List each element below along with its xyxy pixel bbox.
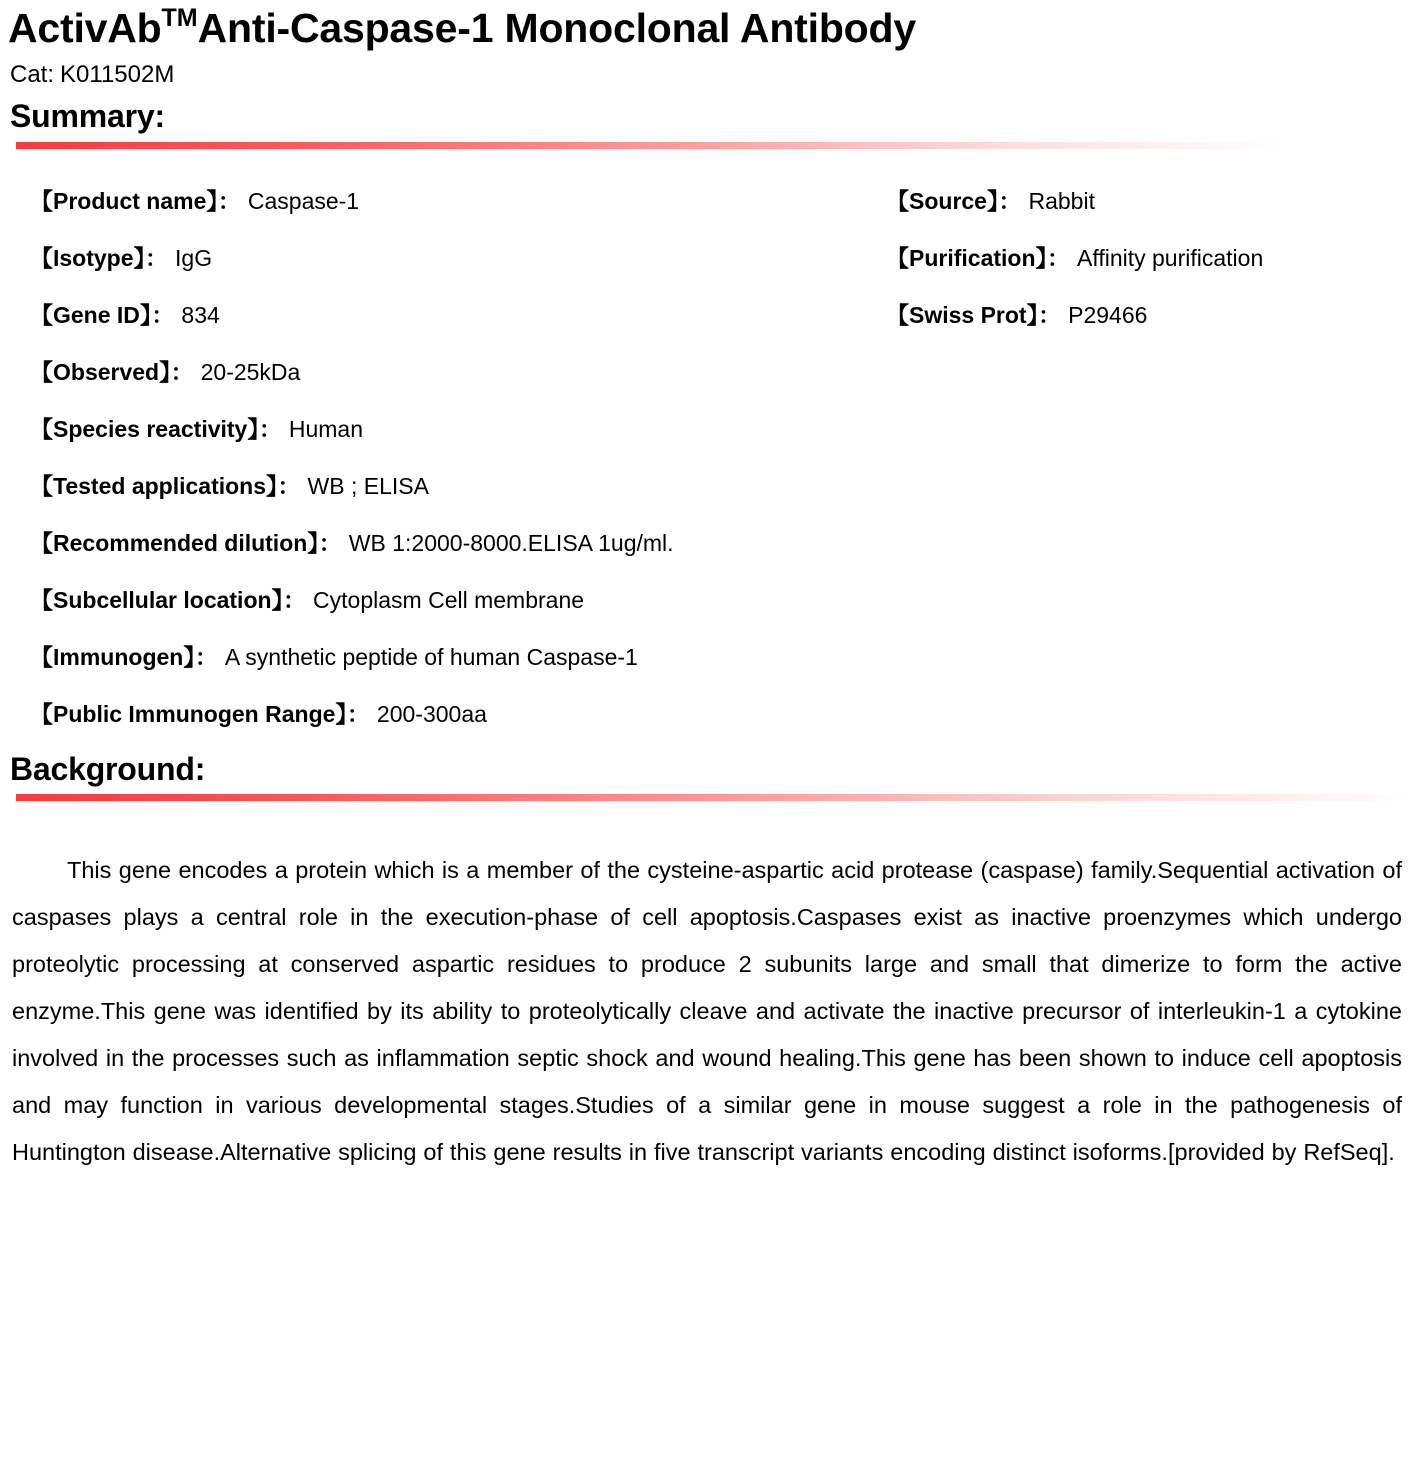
field-value: Caspase-1: [247, 187, 360, 214]
field-value: IgG: [175, 244, 213, 271]
field-label: 【Immunogen】：: [30, 643, 218, 670]
field-value: 834: [181, 301, 220, 328]
field-value: 200-300aa: [376, 700, 487, 727]
field-value: Cytoplasm Cell membrane: [313, 586, 585, 613]
field-value: Rabbit: [1028, 187, 1095, 214]
page-title: [8, 4, 1407, 52]
field-immunogen: [30, 629, 870, 686]
background-paragraph: This gene encodes a protein which is a member of the cysteine-aspartic acid protease (caspase) family.Sequential activation of caspases plays a central role in the execution-phase of cell apoptosis.Caspases exist as inactive proenzymes which undergo proteolytic processing at conserved aspartic residues to produce 2 subunits large and small that dimerize to form the active enzyme.This gene was identified by its ability to proteolytically cleave and activate the inactive precursor of interleukin-1 a cytokine involved in the processes such as inflammation septic shock and wound healing.This gene has been shown to induce cell apoptosis and may function in various developmental stages.Studies of a similar gene in mouse suggest a role in the pathogenesis of Huntington disease.Alternative splicing of this gene results in five transcript variants encoding distinct isoforms.[provided by RefSeq].: [12, 857, 1402, 1166]
field-value: Human: [288, 415, 363, 442]
field-value: WB 1:2000-8000.ELISA 1ug/ml.: [348, 529, 674, 556]
field-label: 【Purification】：: [886, 244, 1071, 271]
field-label: 【Public Immunogen Range】：: [30, 700, 370, 727]
page-title-brand: ActivAb: [8, 5, 162, 51]
document-page: [0, 4, 1415, 1176]
catalog-number-label: Cat:: [10, 60, 55, 88]
catalog-number-value: K011502M: [60, 60, 175, 88]
field-label: 【Recommended dilution】：: [30, 529, 342, 556]
trademark-superscript: TM: [161, 4, 198, 32]
field-value: P29466: [1068, 301, 1148, 328]
summary-fields-block: [8, 173, 1407, 743]
field-value: Affinity purification: [1077, 244, 1264, 271]
field-label: 【Gene ID】：: [30, 301, 175, 328]
field-purification: [886, 230, 1406, 287]
field-tested-applications: [30, 458, 870, 515]
field-value: 20-25kDa: [200, 358, 301, 385]
summary-section-heading: Summary:: [10, 97, 165, 134]
field-label: 【Species reactivity】：: [30, 415, 282, 442]
page-title-product: Anti-Caspase-1 Monoclonal Antibody: [197, 5, 916, 51]
field-product-name: [30, 173, 870, 230]
field-label: 【Tested applications】：: [30, 472, 301, 499]
field-label: 【Swiss Prot】：: [886, 301, 1062, 328]
background-text-block: [8, 847, 1407, 1176]
field-source: [886, 173, 1406, 230]
background-divider-rule: [16, 794, 1411, 801]
field-species-reactivity: [30, 401, 870, 458]
field-observed: [30, 344, 870, 401]
field-label: 【Isotype】：: [30, 244, 169, 271]
field-label: 【Observed】：: [30, 358, 194, 385]
catalog-number-line: [10, 61, 1407, 90]
field-value: WB ; ELISA: [307, 472, 429, 499]
field-public-immunogen-range: [30, 686, 870, 743]
background-section-heading: Background:: [10, 750, 206, 787]
summary-right-column: [886, 173, 1406, 344]
field-subcellular-location: [30, 572, 870, 629]
field-isotype: [30, 230, 870, 287]
field-swiss-prot: [886, 287, 1406, 344]
field-gene-id: [30, 287, 870, 344]
field-label: 【Subcellular location】：: [30, 586, 307, 613]
summary-divider-rule: [16, 142, 1280, 149]
field-value: A synthetic peptide of human Caspase-1: [224, 643, 638, 670]
field-recommended-dilution: [30, 515, 870, 572]
summary-left-column: [30, 173, 870, 743]
field-label: 【Product name】：: [30, 187, 241, 214]
field-label: 【Source】：: [886, 187, 1022, 214]
